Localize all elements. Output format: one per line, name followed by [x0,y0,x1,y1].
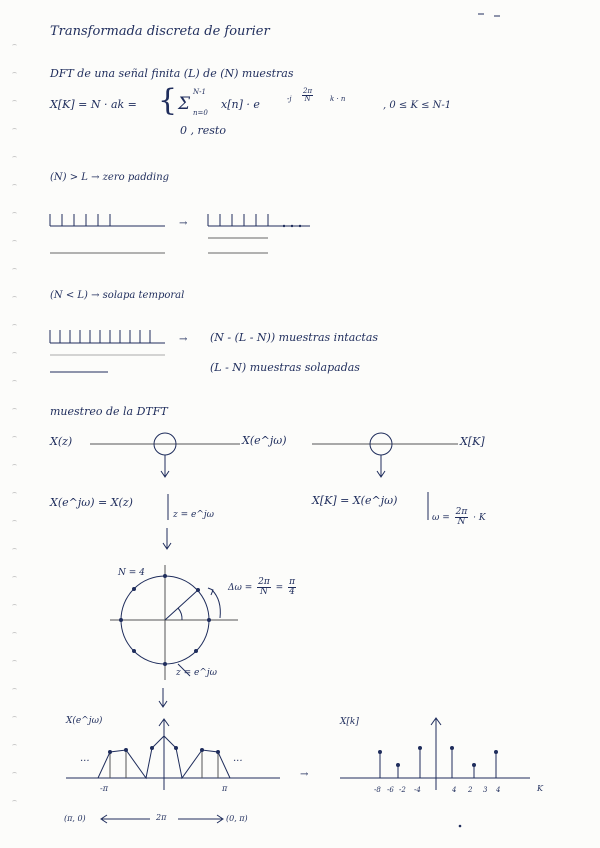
circle-sample-point [207,618,211,622]
right-plot-label: X[k] [340,717,359,727]
k-axis-label: K [537,784,543,793]
aliasing-train [50,330,165,343]
zero-sample-dot [291,225,293,227]
sampling-heading: muestreo de la DTFT [50,405,168,418]
delta-equals: = [275,583,284,593]
xk-label: X[K] [460,435,485,448]
middle-arrow: → [300,769,309,780]
right-tick: -4 [414,786,421,794]
right-tick: -8 [374,786,381,794]
delta-numerator-2: π [289,577,295,587]
sum-upper-limit: N-1 [193,88,206,96]
circle-sample-point [163,574,167,578]
dtft-sample-dot [200,748,204,752]
delta-prefix: Δω = [228,583,253,593]
overlapped-samples: (L - N) muestras solapadas [210,361,360,374]
zero-padding-right-train [208,214,310,226]
xz-label: X(z) [50,435,73,448]
bottom-right-label: (0, π) [226,814,248,823]
right-tick: -6 [387,786,394,794]
right-tick: 4 [496,786,501,794]
zero-sample-dot [283,225,285,227]
circle-sample-point [132,587,136,591]
delta-arrow [212,590,220,618]
circle-sample-point [132,649,136,653]
eq1-substitution: z = e^jω [173,510,215,520]
circle-sample-point [163,662,167,666]
left-dots-right: ... [233,753,243,764]
zero-sample-dot [299,225,301,227]
bottom-left-label: (π, 0) [64,814,86,823]
zero-padding-arrow: → [179,218,188,229]
xejw-label: X(e^jω) [242,434,287,447]
dft-stem-head [378,750,382,754]
eq2-sub-denominator: N [457,517,466,527]
eq2-sub-numerator: 2π [455,507,468,517]
right-tick: -2 [399,786,406,794]
delta-numerator: 2π [258,577,270,587]
zero-case: 0 , resto [180,124,226,137]
n-label: N = 4 [118,568,145,578]
sum-lower-limit: n=0 [193,109,208,117]
left-dots-left: ... [80,753,90,764]
dtft-sample-dot [108,750,112,754]
zero-padding-heading: (N) > L → zero padding [50,172,170,183]
zero-padding-left-train [50,214,165,226]
right-tick: 3 [483,786,488,794]
exponent-numerator: 2π [303,87,313,95]
tick-minus-pi: -π [100,784,108,793]
dft-lhs: X[K] = N · ak = [50,98,137,111]
aliasing-heading: (N < L) → solapa temporal [50,290,185,301]
dtft-sample-dot [174,746,178,750]
z-label: z = e^jω [176,668,218,678]
eq2-lhs: X[K] = X(e^jω) [312,494,398,507]
eq2-sub-prefix: ω = [432,513,450,523]
circle-sample-point [194,649,198,653]
dtft-sample-dot [216,750,220,754]
delta-denominator-2: 4 [289,587,295,597]
circle-sample-point [119,618,123,622]
eq1-lhs: X(e^jω) = X(z) [50,496,133,509]
dft-stem-head [450,746,454,750]
exponent-denominator: N [304,95,311,103]
right-tick: 4 [452,786,457,794]
dtft-sample-dot [150,746,154,750]
dft-stem-head [418,746,422,750]
angle-arc [178,608,182,620]
right-tick: 2 [468,786,473,794]
dft-stem-head [472,763,476,767]
dft-stem-head [494,750,498,754]
eq2-sub-suffix: · K [473,513,486,523]
exponent-prefix: -j [287,95,292,103]
sum-symbol: Σ [178,94,191,114]
circle-sample-point [196,588,200,592]
stray-dot [459,825,462,828]
sum-term: x[n] · e [221,98,260,111]
aliasing-arrow: → [179,334,188,345]
tick-pi: π [222,784,228,793]
dft-heading: DFT de una señal finita (L) de (N) muestras [50,67,294,80]
bottom-mid-label: 2π [156,813,167,822]
intact-samples: (N - (L - N)) muestras intactas [210,331,379,344]
dft-stem-head [396,763,400,767]
dtft-sample-dot [124,748,128,752]
left-brace: { [158,83,178,118]
left-plot-label: X(e^jω) [66,716,103,726]
page-title: Transformada discreta de fourier [50,24,270,39]
index-range: , 0 ≤ K ≤ N-1 [383,100,452,111]
delta-arrow-head [208,588,213,595]
delta-denominator: N [260,587,268,597]
exponent-suffix: k · n [330,95,346,103]
z-pointer [178,664,190,676]
